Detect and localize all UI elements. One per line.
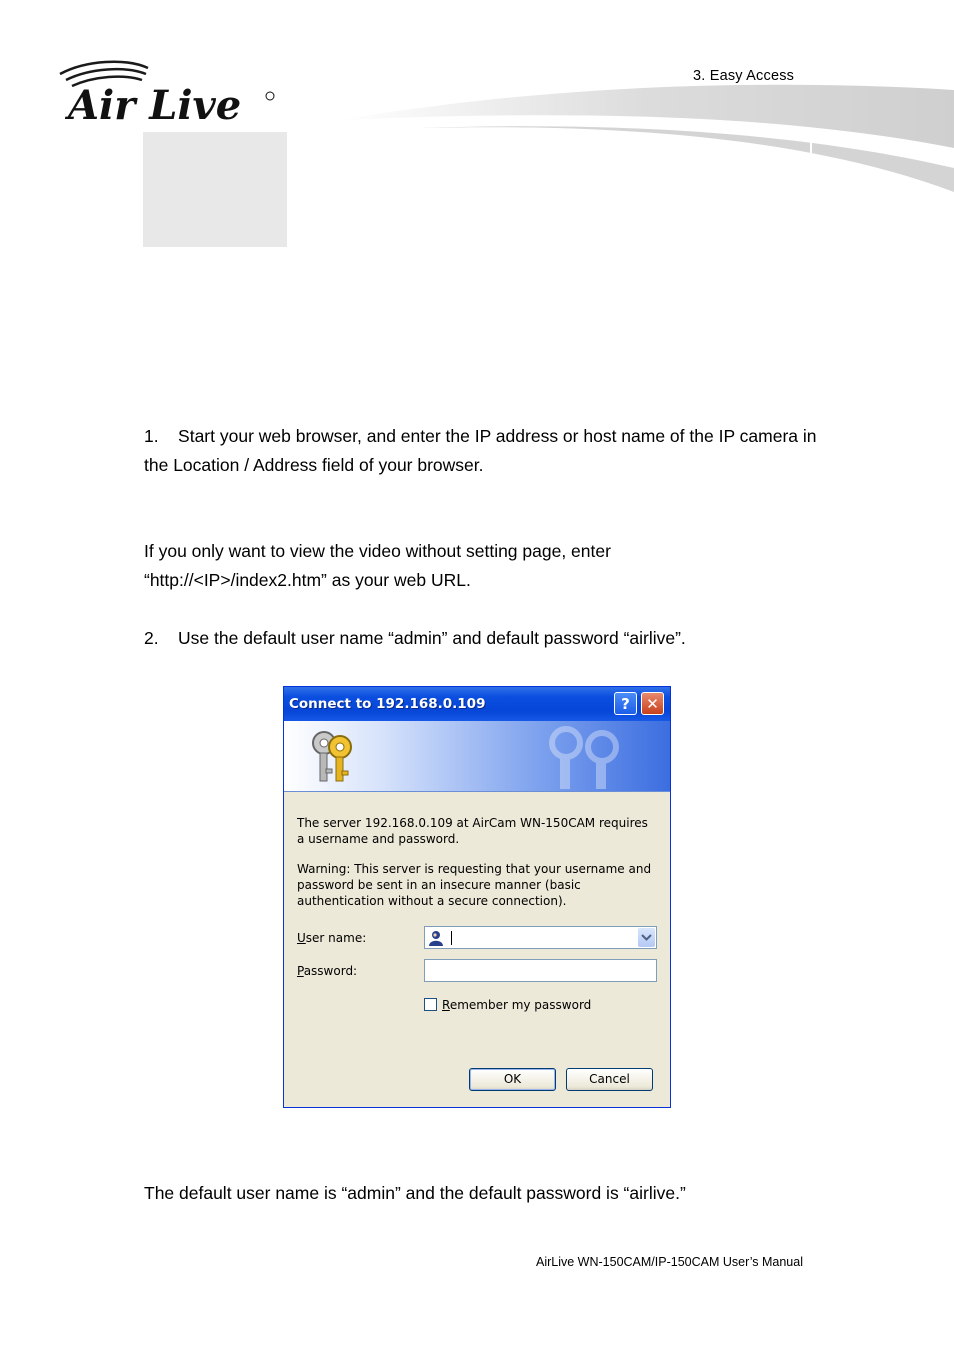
login-dialog <box>283 686 671 1108</box>
keys-icon <box>304 725 364 787</box>
username-label: User name: <box>297 931 367 945</box>
keys-watermark-icon <box>536 723 636 789</box>
chevron-down-icon <box>638 928 655 947</box>
dialog-title-bar[interactable] <box>284 687 670 721</box>
footer-manual-title: AirLive WN-150CAM/IP-150CAM User’s Manual <box>536 1255 803 1269</box>
server-message: The server 192.168.0.109 at AirCam WN-150CAM requires a username and password. <box>297 816 648 846</box>
note-text: If you only want to view the video without setting page, enter “http://<IP>/index2.htm” as your web URL. <box>144 541 611 590</box>
default-credentials-text: The default user name is “admin” and the default password is “airlive.” <box>144 1183 686 1203</box>
password-label: Password: <box>297 964 358 978</box>
svg-text:Air Live: Air Live <box>68 82 242 126</box>
ok-button[interactable]: OK <box>469 1068 556 1091</box>
remember-password-label[interactable]: Remember my password <box>442 998 592 1012</box>
header-swoosh-graphic <box>340 84 954 200</box>
username-combobox[interactable] <box>424 926 657 949</box>
user-icon <box>428 930 444 946</box>
dialog-title: Connect to 192.168.0.109 <box>289 696 486 712</box>
step-1-text: 1. Start your web browser, and enter the IP address or host name of the IP camera in the Location / Address field of your browser. <box>144 426 822 475</box>
password-field[interactable] <box>424 959 657 982</box>
close-button[interactable]: ✕ <box>641 692 664 715</box>
help-button[interactable]: ? <box>614 692 637 715</box>
airlive-logo <box>56 60 282 126</box>
chapter-number-box <box>143 132 287 247</box>
security-warning: Warning: This server is requesting that your username and password be sent in an insecure manner (basic authentication without a secure connection). <box>297 862 652 908</box>
remember-password-checkbox[interactable] <box>424 998 437 1011</box>
username-dropdown-button[interactable] <box>638 928 655 947</box>
cancel-button[interactable]: Cancel <box>566 1068 653 1091</box>
chapter-heading: 3. Easy Access <box>693 68 795 84</box>
text-caret <box>451 931 452 945</box>
step-2-text: 2. Use the default user name “admin” and default password “airlive”. <box>144 628 686 648</box>
dialog-banner <box>284 721 670 792</box>
